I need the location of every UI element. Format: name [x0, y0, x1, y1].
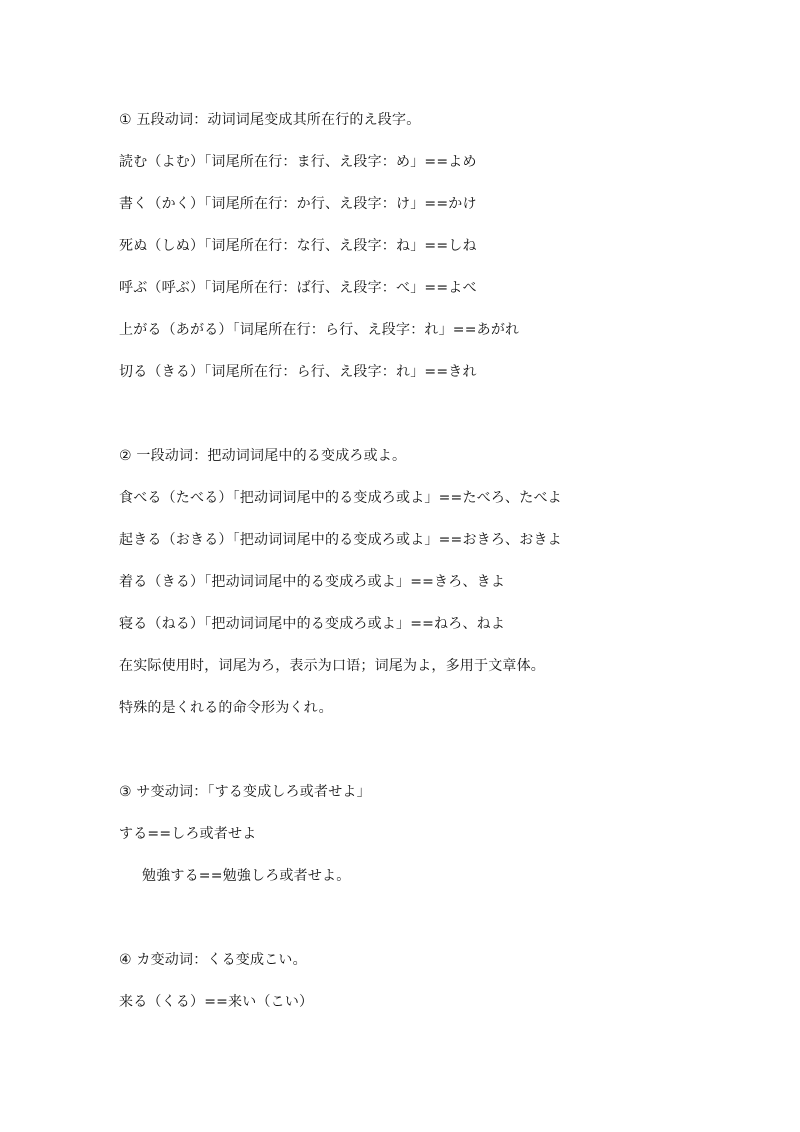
section-1-line: 読む（よむ）「词尾所在行：ま行、え段字：め」==よめ [119, 154, 477, 170]
section-2-line: 在实际使用时，词尾为ろ，表示为口语；词尾为よ，多用于文章体。 [119, 658, 545, 674]
section-1-line: 切る（きる）「词尾所在行：ら行、え段字：れ」==きれ [119, 364, 477, 380]
section-2-line: 寝る（ねる）「把动词词尾中的る变成ろ或よ」==ねろ、ねよ [119, 616, 506, 632]
section-1-line: 呼ぶ（呼ぶ）「词尾所在行：ば行、え段字：べ」==よべ [119, 280, 477, 296]
section-1-line: 書く（かく）「词尾所在行：か行、え段字：け」==かけ [119, 196, 477, 212]
section-2-heading: ② 一段动词：把动词词尾中的る变成ろ或よ。 [119, 448, 407, 464]
section-2-line: 着る（きる）「把动词词尾中的る变成ろ或よ」==きろ、きよ [119, 574, 506, 590]
section-3-heading: ③ サ变动词：「する变成しろ或者せよ」 [119, 784, 371, 800]
section-2-line: 食べる（たべる）「把动词词尾中的る变成ろ或よ」==たべろ、たべよ [119, 490, 562, 506]
section-4-heading: ④ カ变动词：くる变成こい。 [119, 952, 307, 968]
section-1-line: 上がる（あがる）「词尾所在行：ら行、え段字：れ」==あがれ [119, 322, 520, 338]
section-2-line: 特殊的是くれる的命令形为くれ。 [119, 700, 333, 716]
section-3-line: 勉強する==勉強しろ或者せよ。 [142, 868, 351, 884]
section-2-line: 起きる（おきる）「把动词词尾中的る变成ろ或よ」==おきろ、おきよ [119, 532, 562, 548]
section-1-line: 死ぬ（しぬ）「词尾所在行：な行、え段字：ね」==しね [119, 238, 477, 254]
section-1-heading: ① 五段动词：动词词尾变成其所在行的え段字。 [119, 112, 421, 128]
section-3-line: する==しろ或者せよ [119, 826, 257, 842]
section-4-line: 来る（くる）==来い（こい） [119, 994, 314, 1010]
